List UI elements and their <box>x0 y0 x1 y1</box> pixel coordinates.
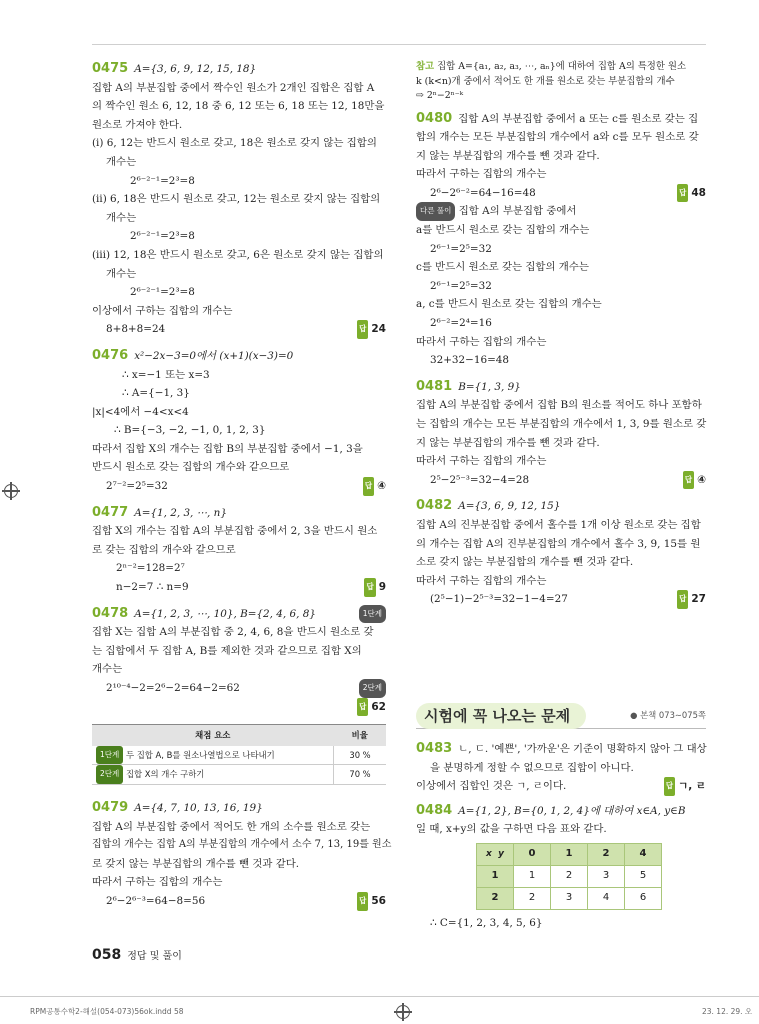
table-cell: 두 집합 A, B를 원소나열법으로 나타내기 <box>125 749 275 760</box>
answer <box>364 578 386 597</box>
problem-0477 <box>92 504 386 597</box>
answer-badge: 답 <box>364 578 375 597</box>
table-cell: 2 <box>514 887 551 909</box>
problem-number: 0484 <box>416 802 453 818</box>
problem-0482 <box>416 497 706 609</box>
page-footer <box>92 944 182 963</box>
registration-mark-icon <box>4 484 18 498</box>
answer-line <box>92 892 386 911</box>
crop-line <box>0 996 759 997</box>
text-line: 반드시 원소로 갖는 집합의 개수와 같으므로 <box>92 461 290 474</box>
math-line: 2⁵−2⁵⁻³=32−4=28 <box>430 473 530 486</box>
text-line: 소로 갖지 않는 부분집합의 개수를 뺀 것과 같다. <box>416 556 634 569</box>
math-line: ∴ x=−1 또는 x=3 <box>122 368 210 381</box>
answer-value: 27 <box>691 593 706 606</box>
answer-badge: 답 <box>357 320 368 339</box>
answer-line <box>416 471 706 490</box>
problem-0478 <box>92 605 386 785</box>
table-cell: 1 <box>514 865 551 887</box>
table-cell: 6 <box>625 887 662 909</box>
section-title: 시험에 꼭 나오는 문제 <box>416 703 586 729</box>
math-line: (2⁵−1)−2⁵⁻³=32−1−4=27 <box>430 593 568 606</box>
table-cell: 5 <box>625 865 662 887</box>
math-line: |x|<4에서 −4<x<4 <box>92 405 189 418</box>
math-line: 2⁶⁻¹=2⁵=32 <box>430 279 492 292</box>
corner-x: x <box>486 849 492 860</box>
table-cell: 3 <box>551 887 588 909</box>
left-column <box>92 60 392 911</box>
problem-number: 0479 <box>92 799 129 815</box>
problem-number: 0477 <box>92 504 129 520</box>
math-line: 2⁶−2⁶⁻²=64−16=48 <box>430 186 536 199</box>
text-line: 개수는 <box>106 267 137 280</box>
answer-value: 62 <box>371 700 386 713</box>
math-line: ∴ A={−1, 3} <box>122 387 190 400</box>
table-header: 0 <box>514 843 551 865</box>
math-line: 2⁷⁻²=2⁵=32 <box>106 480 168 493</box>
answer-value: ④ <box>697 473 706 486</box>
answer <box>357 698 386 717</box>
table-header: 채점 요소 <box>92 725 334 746</box>
answer <box>683 471 706 490</box>
step-tag: 2단계 <box>96 765 123 784</box>
text-line: a, c를 반드시 원소로 갖는 집합의 개수는 <box>416 298 602 311</box>
math-line: 2⁶⁻²⁻¹=2³=8 <box>130 286 195 299</box>
problem-number: 0476 <box>92 347 129 363</box>
header-rule <box>92 44 706 45</box>
answer-value: ㄱ, ㄹ <box>678 780 706 793</box>
answer-line <box>92 578 386 597</box>
problem-head: A={1, 2, 3, ⋯, 10}, B={2, 4, 6, 8} <box>134 607 316 620</box>
problem-0484 <box>416 802 706 933</box>
text-line: 집합 X는 집합 A의 부분집합 중 2, 4, 6, 8을 반드시 원소로 갖 <box>92 626 374 639</box>
answer <box>677 590 706 609</box>
corner-y: y <box>498 849 504 860</box>
text-line: 따라서 구하는 집합의 개수는 <box>416 574 547 587</box>
scoring-table <box>92 724 386 785</box>
answer-badge: 답 <box>357 892 368 911</box>
problem-head: A={4, 7, 10, 13, 16, 19} <box>134 801 263 814</box>
table-header: 비율 <box>334 725 387 746</box>
problem-head: x²−2x−3=0에서 (x+1)(x−3)=0 <box>134 349 294 362</box>
text-line: 개수는 <box>92 663 123 676</box>
answer-line <box>92 698 386 717</box>
problem-0475 <box>92 60 386 339</box>
text-line: 따라서 구하는 집합의 개수는 <box>416 335 547 348</box>
table-cell: 3 <box>588 865 625 887</box>
problem-0483 <box>416 740 706 796</box>
problem-number: 0481 <box>416 378 453 394</box>
answer-line <box>416 590 706 609</box>
answer <box>363 477 386 496</box>
table-header: 2 <box>588 843 625 865</box>
row-header: 2 <box>477 887 514 909</box>
row-header: 1 <box>477 865 514 887</box>
math-line: ∴ C={1, 2, 3, 4, 5, 6} <box>430 916 543 929</box>
text-line: 합의 개수는 모든 부분집합의 개수에서 a와 c를 모두 원소로 갖 <box>416 131 699 144</box>
table-row <box>477 865 662 887</box>
text-line: 집합 A의 부분집합 중에서 <box>458 205 577 218</box>
step-tag: 2단계 <box>359 679 386 698</box>
math-line: 2⁶⁻²=2⁴=16 <box>430 317 492 330</box>
print-date: 23. 12. 29. 오 <box>702 1007 753 1016</box>
answer <box>357 320 386 339</box>
text-line: 을 분명하게 정할 수 없으므로 집합이 아니다. <box>430 761 634 774</box>
math-line: 32+32−16=48 <box>430 354 510 367</box>
answer-value: 48 <box>691 186 706 199</box>
right-column <box>416 60 706 609</box>
text-line: (ⅲ) 12, 18은 반드시 원소로 갖고, 6은 원소로 갖지 않는 집합의 <box>92 248 384 261</box>
table-header: 1 <box>551 843 588 865</box>
text-line: 개수는 <box>106 211 137 224</box>
text-line: 따라서 구하는 집합의 개수는 <box>416 455 547 468</box>
text-line: 로 갖지 않는 부분집합의 개수를 뺀 것과 같다. <box>92 857 300 870</box>
problem-head: A={1, 2, 3, ⋯, n} <box>134 506 227 519</box>
text-line: 는 집합의 개수는 모든 부분집합의 개수에서 1, 3, 9를 원소로 갖 <box>416 418 707 430</box>
math-line: 2⁶⁻²⁻¹=2³=8 <box>130 230 195 243</box>
text-line: 집합 A의 부분집합 중에서 집합 B의 원소를 적어도 하나 포함하 <box>416 399 702 412</box>
table-row <box>477 887 662 909</box>
answer-line <box>416 184 706 203</box>
text-line: (ⅰ) 6, 12는 반드시 원소로 갖고, 18은 원소로 갖지 않는 집합의 <box>92 137 377 150</box>
text-line: 로 갖는 집합의 개수와 같으므로 <box>92 543 236 556</box>
answer-badge: 답 <box>363 477 374 496</box>
page-reference: ● 본책 073∼075쪽 <box>630 710 706 720</box>
math-line <box>92 679 386 698</box>
table-corner <box>477 843 514 865</box>
note-text: ⇨ 2ⁿ−2ⁿ⁻ᵏ <box>416 90 464 101</box>
problem-number: 0480 <box>416 110 453 126</box>
alt-solution-tag: 다른 풀이 <box>416 202 455 221</box>
problem-number: 0483 <box>416 741 453 756</box>
text-line: 는 집합에서 두 집합 A, B를 제외한 것과 같으므로 집합 X의 <box>92 644 362 657</box>
answer <box>677 184 706 203</box>
text-line: 의 개수는 집합 A의 진부분집합의 개수에서 홀수 3, 9, 15를 원 <box>416 537 701 550</box>
table-cell: 30 % <box>334 746 387 765</box>
right-column-lower <box>416 740 706 933</box>
answer-badge: 답 <box>677 184 688 203</box>
text-line: 이상에서 집합인 것은 ㄱ, ㄹ이다. <box>416 780 567 793</box>
problem-head: B={1, 3, 9} <box>458 380 521 393</box>
problem-0481 <box>416 378 706 490</box>
math-line: 2⁶−2⁶⁻³=64−8=56 <box>106 894 206 907</box>
text-line: c를 반드시 원소로 갖는 집합의 개수는 <box>416 261 589 274</box>
answer-value: ④ <box>377 480 386 493</box>
step-tag: 1단계 <box>359 605 386 624</box>
text-line: 지 않는 부분집합의 개수를 뺀 것과 같다. <box>416 436 600 449</box>
note-label: 참고 <box>416 61 435 72</box>
text-line: 개수는 <box>106 155 137 168</box>
sum-table <box>476 843 662 910</box>
text-line: 원소로 가져야 한다. <box>92 118 183 131</box>
text-line: 집합 A의 부분집합 중에서 a 또는 c를 원소로 갖는 집 <box>458 112 699 125</box>
math-line: 8+8+8=24 <box>106 323 166 336</box>
table-cell: 집합 X의 개수 구하기 <box>125 769 205 780</box>
problem-number: 0482 <box>416 498 453 514</box>
page-number: 058 <box>92 947 122 963</box>
problem-head: A={3, 6, 9, 12, 15, 18} <box>134 63 257 75</box>
problem-head: A={1, 2}, B={0, 1, 2, 4}에 대하여 x∈A, y∈B <box>458 804 686 817</box>
table-cell: 2 <box>551 865 588 887</box>
answer-badge: 답 <box>357 698 368 717</box>
answer <box>664 777 706 796</box>
text-line: 따라서 구하는 집합의 개수는 <box>92 876 223 889</box>
text-line: 집합 X의 개수는 집합 A의 부분집합 중에서 2, 3을 반드시 원소 <box>92 525 378 538</box>
text-line: (ⅱ) 6, 18은 반드시 원소로 갖고, 12는 원소로 갖지 않는 집합의 <box>92 193 381 206</box>
table-cell: 4 <box>588 887 625 909</box>
footer-label: 정답 및 풀이 <box>127 951 182 962</box>
answer-value: 24 <box>371 323 386 336</box>
text-line: a를 반드시 원소로 갖는 집합의 개수는 <box>416 224 590 237</box>
answer-badge: 답 <box>664 777 675 796</box>
section-banner <box>416 703 706 729</box>
text-line: 집합 A의 진부분집합 중에서 홀수를 1개 이상 원소로 갖는 집합 <box>416 518 701 531</box>
problem-number: 0475 <box>92 61 129 76</box>
answer-line <box>92 477 386 496</box>
table-row <box>92 746 386 765</box>
note-text: 집합 A={a₁, a₂, a₃, ⋯, aₙ}에 대하여 집합 A의 특정한 원소 <box>437 61 687 72</box>
text-line: 집합 A의 부분집합 중에서 적어도 한 개의 소수를 원소로 갖는 <box>92 820 371 833</box>
file-slug: RPM공통수학2-해설(054-073)56ok.indd 58 <box>30 1007 184 1016</box>
math-line: n−2=7 ∴ n=9 <box>116 581 189 594</box>
problem-head: A={3, 6, 9, 12, 15} <box>458 500 561 513</box>
text-line: 따라서 구하는 집합의 개수는 <box>416 168 547 181</box>
math-line: 2ⁿ⁻²=128=2⁷ <box>116 562 185 575</box>
text-line: 의 짝수인 원소 6, 12, 18 중 6, 12 또는 6, 18 또는 12, 18만을 <box>92 100 385 113</box>
math-line: 2⁶⁻²⁻¹=2³=8 <box>130 174 195 187</box>
text-line: 따라서 집합 X의 개수는 집합 B의 부분집합 중에서 −1, 3을 <box>92 442 363 455</box>
text-line: ㄴ, ㄷ. '예쁜', '가까운'은 기준이 명확하지 않아 그 대상 <box>458 743 707 755</box>
math-line: ∴ B={−3, −2, −1, 0, 1, 2, 3} <box>114 424 266 437</box>
math-line: 2⁶⁻¹=2⁵=32 <box>430 242 492 255</box>
step-tag: 1단계 <box>96 746 123 765</box>
text-line: 일 때, x+y의 값을 구하면 다음 표와 같다. <box>416 823 607 836</box>
registration-mark-icon <box>396 1005 410 1019</box>
problem-number: 0478 <box>92 605 129 621</box>
table-header: 4 <box>625 843 662 865</box>
problem-0479 <box>92 799 392 911</box>
table-cell: 70 % <box>334 765 387 785</box>
problem-0476 <box>92 347 386 496</box>
answer-line <box>416 777 706 796</box>
text-line: 이상에서 구하는 집합의 개수는 <box>92 304 233 317</box>
answer-badge: 답 <box>677 590 688 609</box>
answer-badge: 답 <box>683 471 694 490</box>
note-box <box>416 60 706 104</box>
text-line: 집합 A의 부분집합 중에서 짝수인 원소가 2개인 집합은 집합 A <box>92 81 375 94</box>
note-text: k (k<n)개 중에서 적어도 한 개를 원소로 갖는 부분집합의 개수 <box>416 75 675 87</box>
answer-value: 56 <box>371 894 386 907</box>
answer <box>357 892 386 911</box>
answer-line <box>92 320 386 339</box>
table-header-row <box>477 843 662 865</box>
math-text: 2¹⁰⁻⁴−2=2⁶−2=64−2=62 <box>106 682 240 694</box>
table-row <box>92 765 386 785</box>
problem-0480 <box>416 110 706 370</box>
text-line: 지 않는 부분집합의 개수를 뺀 것과 같다. <box>416 149 600 162</box>
answer-value: 9 <box>378 581 386 594</box>
text-line: 집합의 개수는 집합 A의 부분집합의 개수에서 소수 7, 13, 19를 원소 <box>92 839 392 851</box>
